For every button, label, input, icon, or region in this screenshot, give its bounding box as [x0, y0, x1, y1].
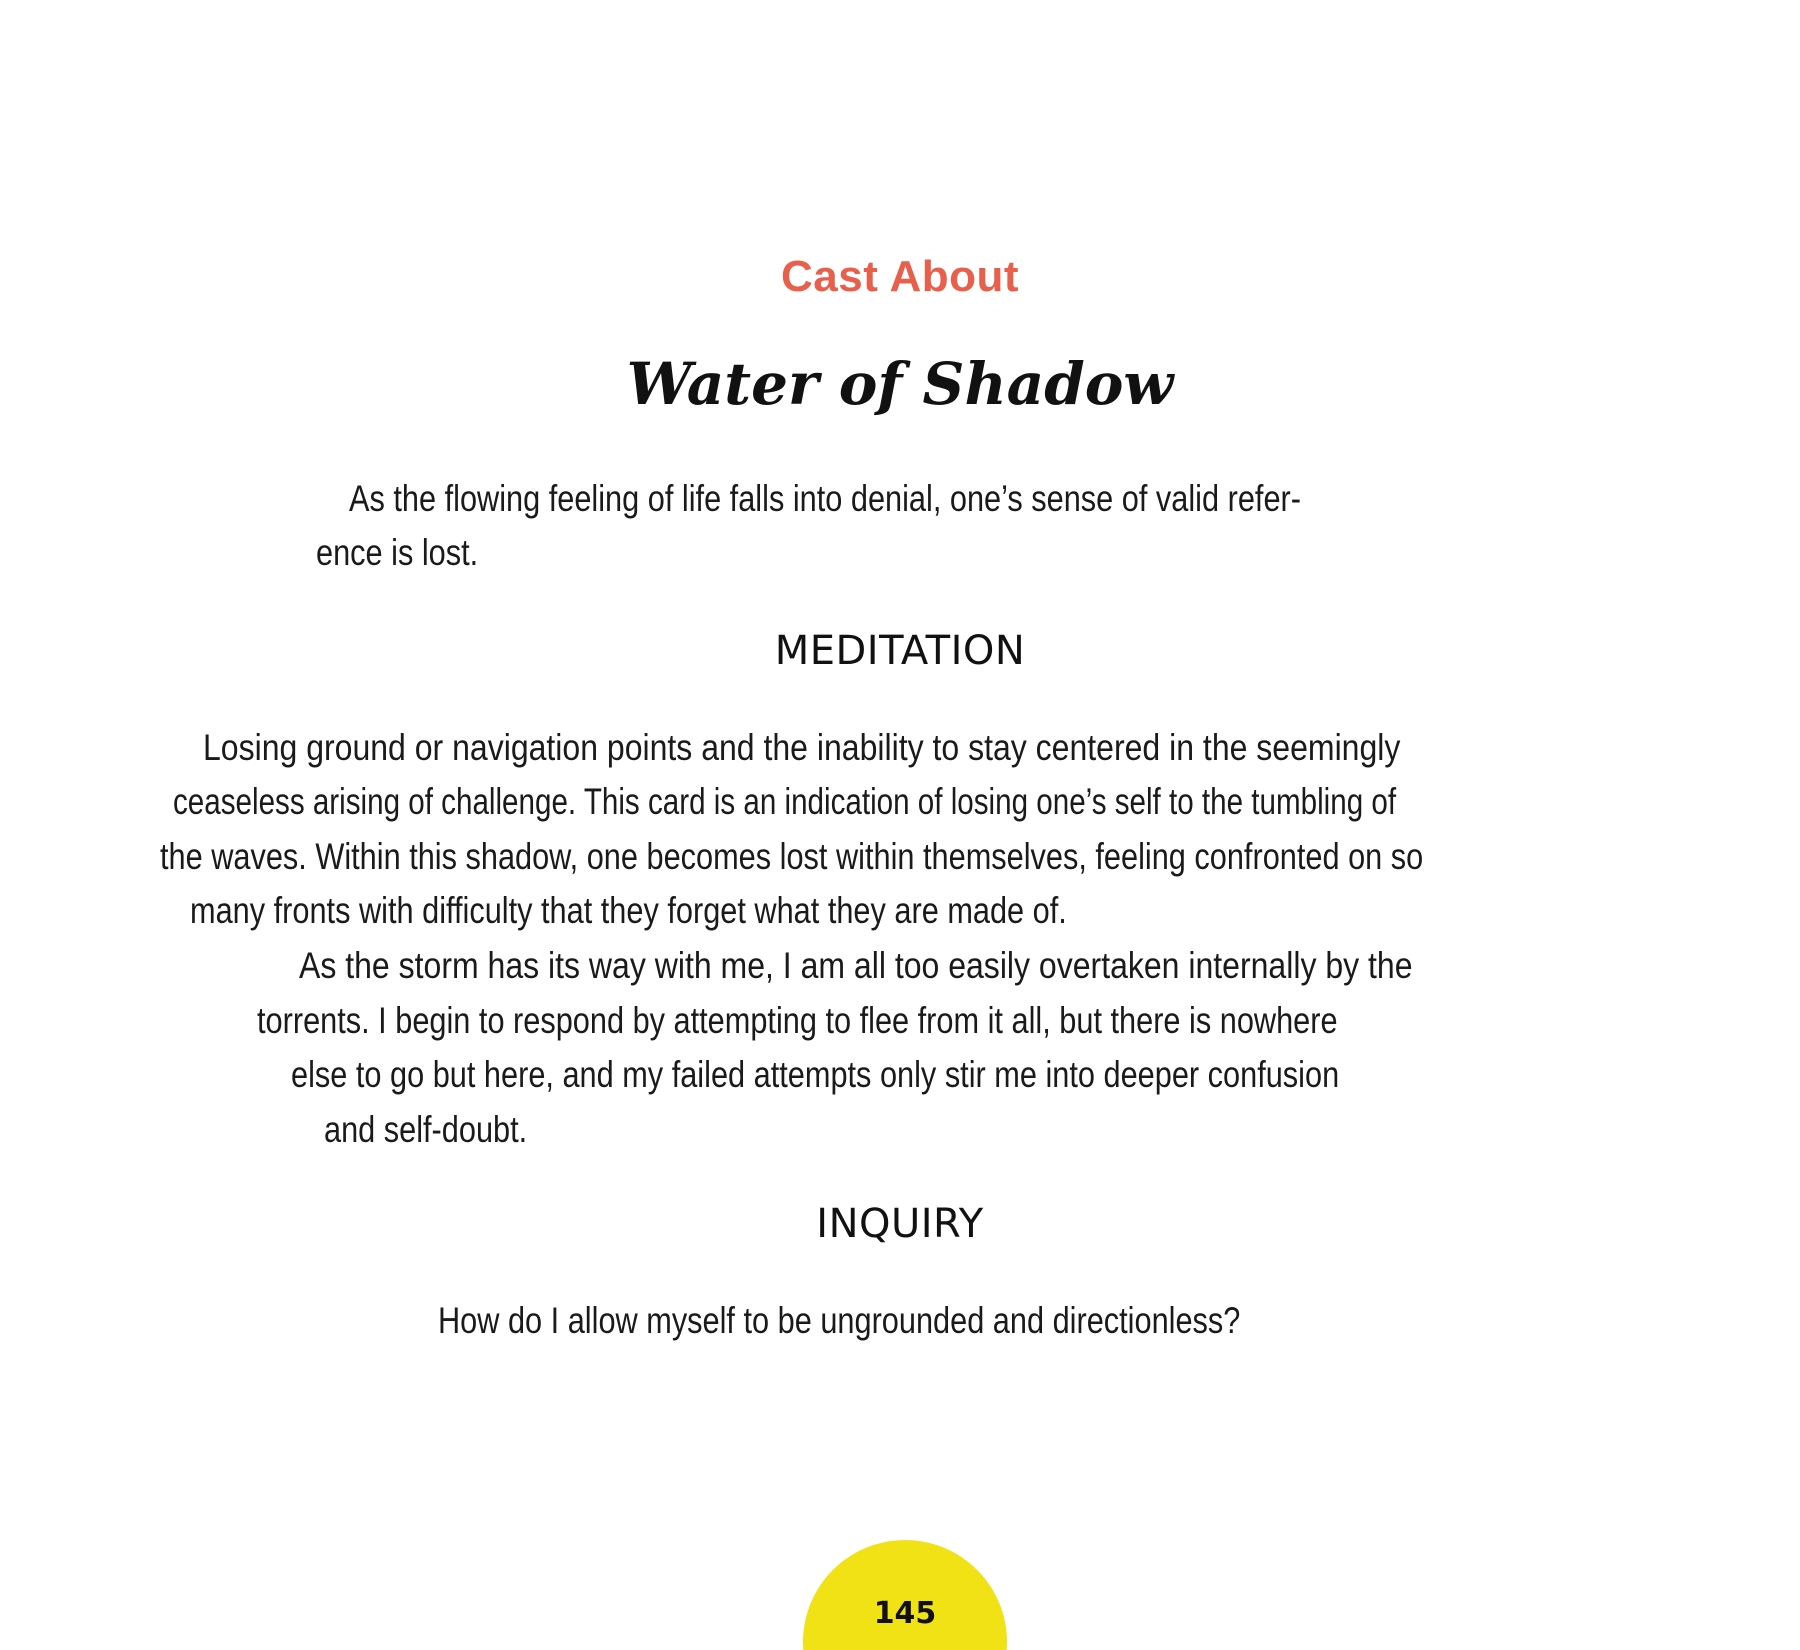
- meditation-line: else to go but here, and my failed attempts only stir me into deeper confusion: [291, 1054, 1340, 1095]
- inquiry-question: How do I allow myself to be ungrounded and directionless?: [438, 1300, 1241, 1341]
- page-number-badge: [803, 1540, 1007, 1650]
- meditation-line: As the storm has its way with me, I am all too easily overtaken internally by the: [299, 945, 1413, 986]
- inquiry-heading: INQUIRY: [816, 1201, 984, 1247]
- page-number: 145: [873, 1596, 937, 1631]
- intro-line: ence is lost.: [316, 532, 479, 573]
- meditation-line: the waves. Within this shadow, one becomes lost within themselves, feeling confronted on so: [160, 836, 1424, 877]
- meditation-heading: MEDITATION: [774, 628, 1026, 674]
- meditation-line: ceaseless arising of challenge. This card is an indication of losing one’s self to the tumbling of: [173, 781, 1397, 822]
- meditation-line: many fronts with difficulty that they forget what they are made of.: [190, 890, 1067, 931]
- meditation-line: torrents. I begin to respond by attempting to flee from it all, but there is nowhere: [257, 1000, 1338, 1041]
- section-label: Cast About: [780, 252, 1020, 301]
- page-title: Water of Shadow: [626, 350, 1174, 418]
- intro-line: As the flowing feeling of life falls into denial, one’s sense of valid refer-: [349, 478, 1301, 519]
- meditation-line: Losing ground or navigation points and the inability to stay centered in the seemingly: [203, 727, 1401, 768]
- meditation-line: and self-doubt.: [324, 1109, 528, 1150]
